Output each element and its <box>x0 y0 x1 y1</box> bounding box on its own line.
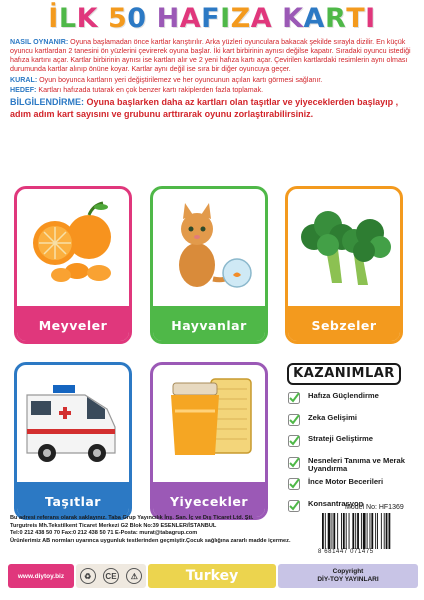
website-label: www.diytoy.biz <box>8 564 74 588</box>
title-letter: İ <box>48 3 59 34</box>
barcode-bar <box>384 513 385 549</box>
recycle-icon: ♻ <box>80 568 96 584</box>
barcode-bar <box>325 513 326 549</box>
goal-text: Kartları hafızada tutarak en çok benzer kartı rakiplerden fazla toplamak. <box>36 86 264 95</box>
title-letter: Z <box>230 3 251 34</box>
age-warning-icon: ⚠ <box>126 568 142 584</box>
safety-notice: Ürünlerimiz AB normları uyarınca uygunluk testlerinden geçmiştir.Çocuk sağlığına zararlı madde içermez. <box>10 537 291 544</box>
barcode-bar <box>389 513 391 549</box>
title-letter: T <box>346 3 366 34</box>
title-letter: F <box>201 3 221 34</box>
copyright-label: Copyright <box>332 568 364 575</box>
publisher-name: DİY-TOY YAYINLARI <box>317 576 379 583</box>
barcode-bar <box>377 513 378 549</box>
barcode-bar <box>355 513 356 549</box>
barcode-bar <box>357 513 359 549</box>
card-fruits <box>14 186 132 344</box>
title-letter: 5 <box>108 3 128 34</box>
address-line-1: Bu adresi referans olarak saklayınız. Taba Grup Yayıncılık İnş. San. İç ve Dış Ticaret Ltd. Şti. <box>10 515 254 521</box>
learning-outcome-text: Nesneleri Tanıma ve Merak Uyandırma <box>308 455 405 473</box>
barcode-bar <box>375 513 376 549</box>
ce-mark-icon: CE <box>103 568 119 584</box>
how-to-play-paragraph <box>10 38 416 74</box>
barcode-bar <box>367 513 368 549</box>
checkmark-icon <box>288 414 300 426</box>
title-letter: L <box>58 3 77 34</box>
address-line-2: Turgutreis Mh.Tekstilkent Ticaret Merkezi G2 Blok No:39 ESENLER/İSTANBUL <box>10 522 217 529</box>
title-letter: A <box>179 3 202 34</box>
info-paragraph <box>10 97 416 120</box>
card-vegetables-label: Sebzeler <box>285 306 403 344</box>
card-foods-label: Yiyecekler <box>150 482 268 520</box>
broccoli-icon <box>288 189 400 301</box>
card-vehicles <box>14 362 132 520</box>
checkmark-icon <box>288 392 300 404</box>
barcode-bar <box>343 513 345 549</box>
title-letter: 0 <box>127 3 147 34</box>
title-letter: A <box>250 3 273 34</box>
card-foods <box>150 362 268 520</box>
barcode-bar <box>328 513 331 549</box>
title-letter: H <box>156 3 180 34</box>
barcode-bar <box>322 513 324 549</box>
learning-outcome-item <box>286 478 420 500</box>
learning-outcomes-list <box>286 392 420 521</box>
title-letter: I <box>220 3 231 34</box>
goal-label: HEDEF: <box>10 86 37 95</box>
how-to-play-text: Oyuna başlamadan önce kartlar karıştırılır. Arka yüzleri oyunculara bakacak şekilde sırayla dizilir. En küçük oyuncu kartlardan 2 tanesini ön yüzlerini çevirerek oyuna başlar. İki kart birbirinin aynısı değilse kapatır. Sıradaki oyuncu istediği hafıza kartını açar. Kartlar birbirinin aynısı ise kartları alır ve 2 yeni hafıza kartı açar. Çevirilen kartlardaki resimlerin aynı olması durumunda kartlar alınıp önüne koyar. Kartlar aynı değil ise sıra bir diğer oyuncuya geçer. <box>10 38 411 74</box>
rule-label: KURAL: <box>10 75 38 84</box>
barcode-bar <box>381 513 382 549</box>
learning-outcome-text: Zeka Gelişimi <box>308 412 357 422</box>
kitten-icon <box>153 189 265 301</box>
checkmark-icon <box>288 435 300 447</box>
ambulance-icon <box>17 365 129 477</box>
learning-outcome-item <box>286 392 420 414</box>
card-animals-label: Hayvanlar <box>150 306 268 344</box>
publisher-address <box>10 515 340 545</box>
copyright-block <box>278 564 418 588</box>
checkmark-icon <box>288 457 300 469</box>
card-animals <box>150 186 268 344</box>
contact-line: Tel:0 212 438 50 70 Fax:0 212 438 50 71 E-Posta: murat@tabagrup.com <box>10 530 198 536</box>
barcode-bar <box>386 513 388 549</box>
orange-fruit-icon <box>17 189 129 301</box>
rule-paragraph <box>10 76 416 85</box>
title-letter: I <box>365 3 376 34</box>
card-vehicles-label: Taşıtlar <box>14 482 132 520</box>
title-letter: A <box>303 3 325 34</box>
title-letter: K <box>282 3 304 34</box>
card-fruits-label: Meyveler <box>14 306 132 344</box>
learning-outcome-item <box>286 435 420 457</box>
barcode-bar <box>332 513 333 549</box>
honey-jar-icon <box>153 365 265 477</box>
card-vegetables <box>285 186 403 344</box>
learning-outcomes-heading: KAZANIMLAR <box>287 363 401 385</box>
learning-outcome-text: Strateji Geliştirme <box>308 434 373 443</box>
barcode-bar <box>346 513 347 549</box>
barcode-bar <box>349 513 350 549</box>
game-rules <box>10 38 416 122</box>
learning-outcome-text: Hafıza Güçlendirme <box>308 391 379 400</box>
model-number: Model No: HF1369 <box>345 504 404 511</box>
learning-outcome-item <box>286 457 420 479</box>
info-label: BİLGİLENDİRME: <box>10 97 84 108</box>
barcode-bar <box>371 513 373 549</box>
learning-outcome-text: İnce Motor Becerileri <box>308 477 384 486</box>
barcode-bar <box>341 513 342 549</box>
barcode-bar <box>337 513 338 549</box>
learning-outcome-text: Konsantrasyon <box>308 498 364 508</box>
checkmark-icon <box>288 500 300 512</box>
barcode-bar <box>333 513 335 549</box>
barcode <box>320 513 418 549</box>
barcode-bar <box>352 513 354 549</box>
goal-paragraph <box>10 86 416 95</box>
title-letter: R <box>324 3 347 34</box>
learning-outcome-item <box>286 414 420 436</box>
checkmark-icon <box>288 478 300 490</box>
product-title <box>6 2 418 36</box>
barcode-bar <box>363 513 366 549</box>
how-to-play-label: NASIL OYNANIR: <box>10 38 69 46</box>
barcode-bar <box>361 513 362 549</box>
title-letter: K <box>76 3 98 34</box>
safety-symbols <box>76 564 146 588</box>
info-text: Oyuna başlarken daha az kartları olan taşıtlar ve yiyeceklerden başlayıp , adım adım kart sayısını ve grubunu arttırarak oyunu zorlaştırabilirsiniz. <box>10 97 399 119</box>
rule-text: Oyun boyunca kartların yeri değiştirilemez ve her oyuncunun açılan kartı görmesi sağlanır. <box>37 75 323 84</box>
country-label: Turkey <box>148 564 276 588</box>
barcode-number: 8 681447 071475 <box>318 549 374 555</box>
barcode-bar <box>370 513 371 549</box>
